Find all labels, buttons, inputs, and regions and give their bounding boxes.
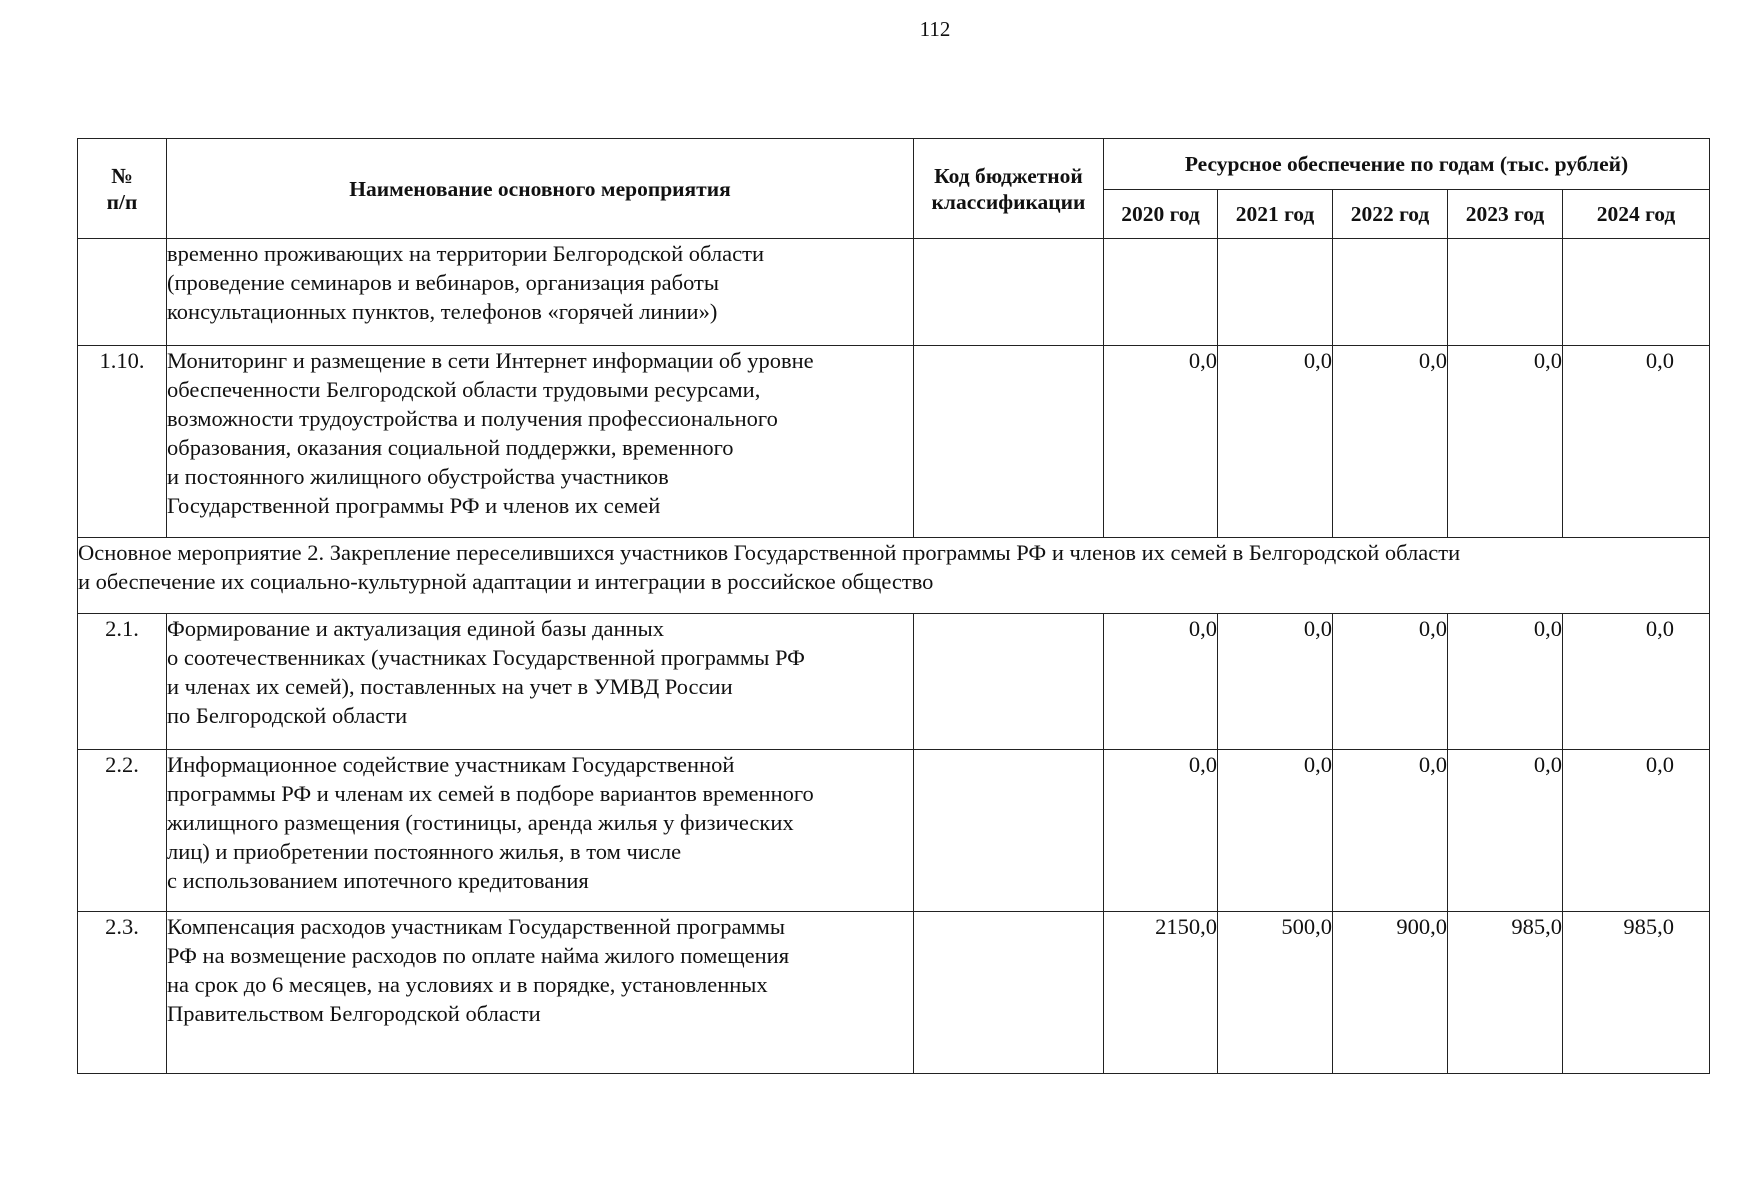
activity-name xyxy=(167,614,914,750)
table-row xyxy=(78,750,1710,912)
budget-code xyxy=(914,614,1104,750)
activity-name-line: Формирование и актуализация единой базы данных xyxy=(167,616,664,641)
budget-code xyxy=(914,346,1104,538)
year-value: 0,0 xyxy=(1218,346,1333,538)
activity-name-line: консультационных пунктов, телефонов «горячей линии») xyxy=(167,299,718,324)
year-value xyxy=(1563,239,1710,346)
table-header xyxy=(78,139,1710,239)
activity-name-line: Государственной программы РФ и членов их семей xyxy=(167,493,661,518)
year-value: 0,0 xyxy=(1448,346,1563,538)
year-value: 0,0 xyxy=(1218,614,1333,750)
activity-name xyxy=(167,346,914,538)
activity-name-line: программы РФ и членам их семей в подборе вариантов временного xyxy=(167,781,814,806)
header-year: 2024 год xyxy=(1563,190,1710,239)
row-number: 2.2. xyxy=(78,750,167,912)
table-row xyxy=(78,614,1710,750)
header-year: 2020 год xyxy=(1104,190,1218,239)
header-code xyxy=(914,139,1104,239)
year-value: 0,0 xyxy=(1448,614,1563,750)
year-value: 0,0 xyxy=(1563,750,1710,912)
budget-code xyxy=(914,239,1104,346)
page-number: 112 xyxy=(919,17,951,41)
year-value xyxy=(1448,239,1563,346)
header-num xyxy=(78,139,167,239)
budget-table xyxy=(77,138,1710,1074)
activity-name-line: Мониторинг и размещение в сети Интернет информации об уровне xyxy=(167,348,814,373)
header-year: 2022 год xyxy=(1333,190,1448,239)
activity-name-line: возможности трудоустройства и получения профессионального xyxy=(167,406,778,431)
activity-name-line: и членах их семей), поставленных на учет в УМВД России xyxy=(167,674,733,699)
year-value xyxy=(1333,239,1448,346)
header-resource: Ресурсное обеспечение по годам (тыс. рублей) xyxy=(1104,139,1710,190)
section-row xyxy=(78,538,1710,614)
activity-name-line: образования, оказания социальной поддержки, временного xyxy=(167,435,734,460)
section-title-line: и обеспечение их социально-культурной адаптации и интеграции в российское общество xyxy=(78,569,934,594)
activity-name-line: Информационное содействие участникам Государственной xyxy=(167,752,735,777)
year-value xyxy=(1218,239,1333,346)
table-row xyxy=(78,346,1710,538)
table-row xyxy=(78,239,1710,346)
header-year: 2021 год xyxy=(1218,190,1333,239)
year-value: 0,0 xyxy=(1104,346,1218,538)
activity-name-line: временно проживающих на территории Белгородской области xyxy=(167,241,764,266)
table-body xyxy=(78,239,1710,1074)
activity-name-line: Правительством Белгородской области xyxy=(167,1001,541,1026)
activity-name-line: РФ на возмещение расходов по оплате найма жилого помещения xyxy=(167,943,790,968)
header-num-line: п/п xyxy=(106,189,138,214)
row-number: 2.1. xyxy=(78,614,167,750)
activity-name-line: лиц) и приобретении постоянного жилья, в том числе xyxy=(167,839,682,864)
activity-name-line: обеспеченности Белгородской области трудовыми ресурсами, xyxy=(167,377,761,402)
header-code-line: классификации xyxy=(931,189,1086,214)
year-value: 0,0 xyxy=(1104,750,1218,912)
activity-name-line: о соотечественниках (участниках Государственной программы РФ xyxy=(167,645,805,670)
activity-name xyxy=(167,912,914,1074)
year-value: 985,0 xyxy=(1448,912,1563,1074)
activity-name-line: с использованием ипотечного кредитования xyxy=(167,868,589,893)
year-value: 0,0 xyxy=(1333,614,1448,750)
activity-name xyxy=(167,750,914,912)
header-name: Наименование основного мероприятия xyxy=(167,139,914,239)
year-value: 500,0 xyxy=(1218,912,1333,1074)
year-value xyxy=(1104,239,1218,346)
year-value: 0,0 xyxy=(1333,346,1448,538)
activity-name-line: и постоянного жилищного обустройства участников xyxy=(167,464,669,489)
activity-name-line: (проведение семинаров и вебинаров, организация работы xyxy=(167,270,719,295)
row-number: 2.3. xyxy=(78,912,167,1074)
year-value: 985,0 xyxy=(1563,912,1710,1074)
activity-name-line: Компенсация расходов участникам Государственной программы xyxy=(167,914,786,939)
year-value: 0,0 xyxy=(1448,750,1563,912)
table-row xyxy=(78,912,1710,1074)
header-code-line: Код бюджетной xyxy=(934,163,1083,188)
year-value: 0,0 xyxy=(1333,750,1448,912)
activity-name-line: жилищного размещения (гостиницы, аренда жилья у физических xyxy=(167,810,794,835)
budget-code xyxy=(914,750,1104,912)
activity-name xyxy=(167,239,914,346)
section-title-line: Основное мероприятие 2. Закрепление переселившихся участников Государственной программы РФ и членов их семей в Белгородской области xyxy=(78,540,1461,565)
activity-name-line: на срок до 6 месяцев, на условиях и в порядке, установленных xyxy=(167,972,768,997)
year-value: 0,0 xyxy=(1218,750,1333,912)
row-number: 1.10. xyxy=(78,346,167,538)
header-num-line: № xyxy=(111,163,133,188)
activity-name-line: по Белгородской области xyxy=(167,703,408,728)
budget-code xyxy=(914,912,1104,1074)
year-value: 900,0 xyxy=(1333,912,1448,1074)
header-year: 2023 год xyxy=(1448,190,1563,239)
row-number xyxy=(78,239,167,346)
year-value: 0,0 xyxy=(1563,614,1710,750)
year-value: 2150,0 xyxy=(1104,912,1218,1074)
year-value: 0,0 xyxy=(1563,346,1710,538)
year-value: 0,0 xyxy=(1104,614,1218,750)
section-title xyxy=(78,538,1710,614)
